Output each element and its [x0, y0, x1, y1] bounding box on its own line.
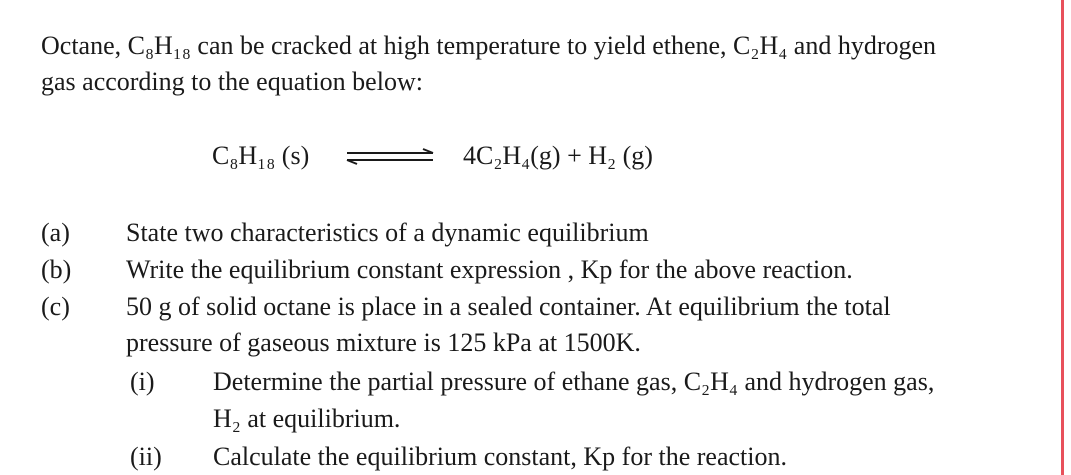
question-label-b: (b)	[41, 255, 72, 284]
intro-line-1: Octane, C₈H₁₈ can be cracked at high temperature to yield ethene, C₂H₄ and hydrogen	[41, 31, 937, 60]
subquestion-ii-text: Calculate the equilibrium constant, Kp for the reaction.	[213, 442, 787, 471]
equilibrium-arrow-icon	[345, 146, 435, 168]
question-c-text-line-2: pressure of gaseous mixture is 125 kPa at 1500K.	[126, 328, 641, 357]
subquestion-label-i: (i)	[130, 367, 155, 396]
subquestion-label-ii: (ii)	[130, 442, 162, 471]
question-label-c: (c)	[41, 292, 70, 321]
question-label-a: (a)	[41, 218, 70, 247]
equation-products: 4C₂H₄(g) + H₂ (g)	[463, 141, 653, 170]
equation-reactant: C₈H₁₈ (s)	[212, 141, 310, 170]
page-edge-line	[1061, 0, 1064, 475]
subquestion-i-text-line-2: H₂ at equilibrium.	[213, 404, 401, 433]
question-a-text: State two characteristics of a dynamic equilibrium	[126, 218, 649, 247]
intro-line-2: gas according to the equation below:	[41, 67, 423, 96]
question-b-text: Write the equilibrium constant expression , Kp for the above reaction.	[126, 255, 853, 284]
question-c-text-line-1: 50 g of solid octane is place in a sealed container. At equilibrium the total	[126, 292, 891, 321]
subquestion-i-text-line-1: Determine the partial pressure of ethane gas, C₂H₄ and hydrogen gas,	[213, 367, 935, 396]
